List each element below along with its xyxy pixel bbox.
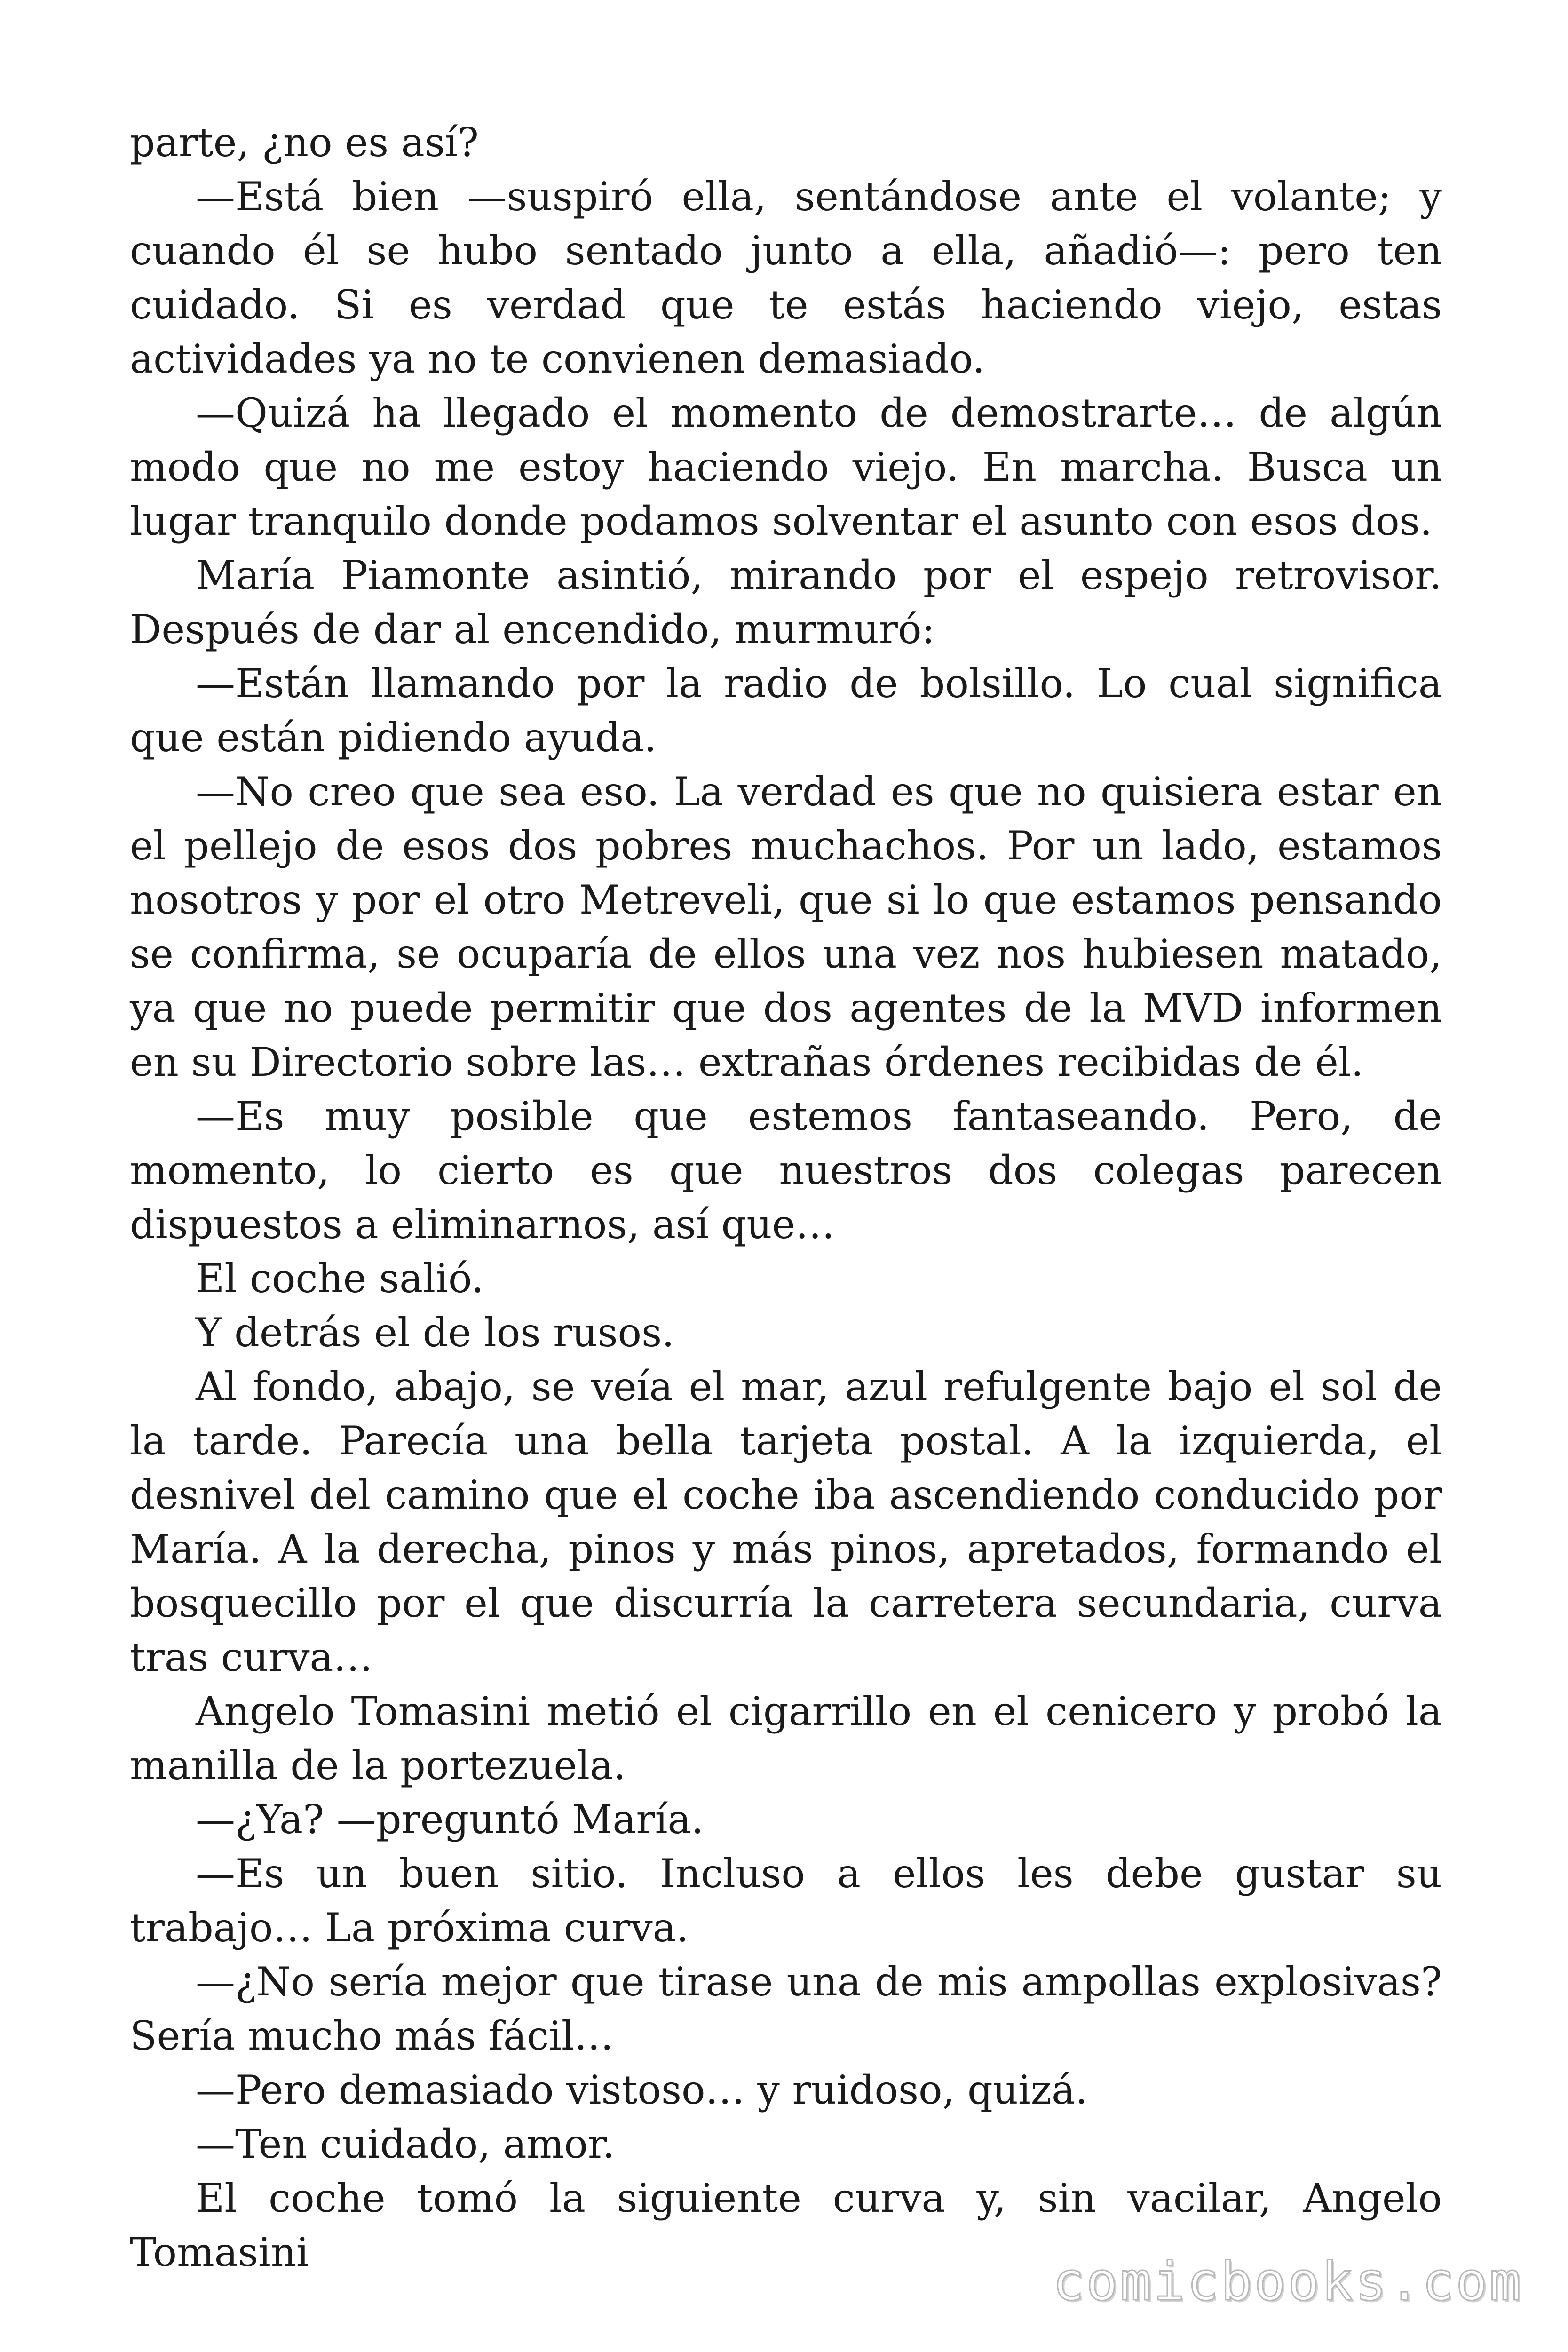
page-body (130, 116, 1442, 2280)
paragraph: —Es muy posible que estemos fantaseando. Pero, de momento, lo cierto es que nuestros dos colegas parecen dispuestos a eliminarnos, así que… (130, 1093, 1442, 1248)
paragraph: María Piamonte asintió, mirando por el espejo retrovisor. Después de dar al encendido, murmuró: (130, 552, 1442, 652)
paragraph: —¿Ya? —preguntó María. (196, 1796, 704, 1843)
paragraph: parte, ¿no es así? (130, 119, 479, 166)
paragraph: —No creo que sea eso. La verdad es que no quisiera estar en el pellejo de esos dos pobres muchachos. Por un lado, estamos nosotros y por el otro Metreveli, que si lo que estamos pensando se confirma, se ocuparía de ellos una vez nos hubiesen matado, ya que no puede permitir que dos agentes de la MVD informen en su Directorio sobre las… extrañas órdenes recibidas de él. (130, 769, 1442, 1085)
paragraph: —Es un buen sitio. Incluso a ellos les debe gustar su trabajo… La próxima curva. (130, 1851, 1442, 1951)
paragraph: —Pero demasiado vistoso… y ruidoso, quizá. (196, 2067, 1088, 2113)
paragraph: —Está bien —suspiró ella, sentándose ante el volante; y cuando él se hubo sentado junto a ella, añadió—: pero ten cuidado. Si es verdad que te estás haciendo viejo, estas actividades ya no te convienen demasiado. (130, 174, 1442, 382)
paragraph: Angelo Tomasini metió el cigarrillo en el cenicero y probó la manilla de la portezuela. (130, 1688, 1442, 1788)
paragraph: Y detrás el de los rusos. (196, 1310, 674, 1356)
paragraph: —¿No sería mejor que tirase una de mis ampollas explosivas? Sería mucho más fácil… (130, 1959, 1442, 2059)
paragraph: —Están llamando por la radio de bolsillo. Lo cual significa que están pidiendo ayuda. (130, 660, 1442, 761)
paragraph: —Quizá ha llegado el momento de demostrarte… de algún modo que no me estoy haciendo viejo. En marcha. Busca un lugar tranquilo donde podamos solventar el asunto con esos dos. (130, 390, 1442, 544)
watermark: comicbooks.com (1052, 2251, 1523, 2312)
paragraph: El coche tomó la siguiente curva y, sin vacilar, Angelo Tomasini (130, 2175, 1442, 2275)
paragraph: Al fondo, abajo, se veía el mar, azul refulgente bajo el sol de la tarde. Parecía una bella tarjeta postal. A la izquierda, el desnivel del camino que el coche iba ascendiendo conducido por María. A la derecha, pinos y más pinos, apretados, formando el bosquecillo por el que discurría la carretera secundaria, curva tras curva… (130, 1364, 1442, 1680)
paragraph: El coche salió. (196, 1255, 484, 1302)
paragraph: —Ten cuidado, amor. (196, 2121, 615, 2167)
